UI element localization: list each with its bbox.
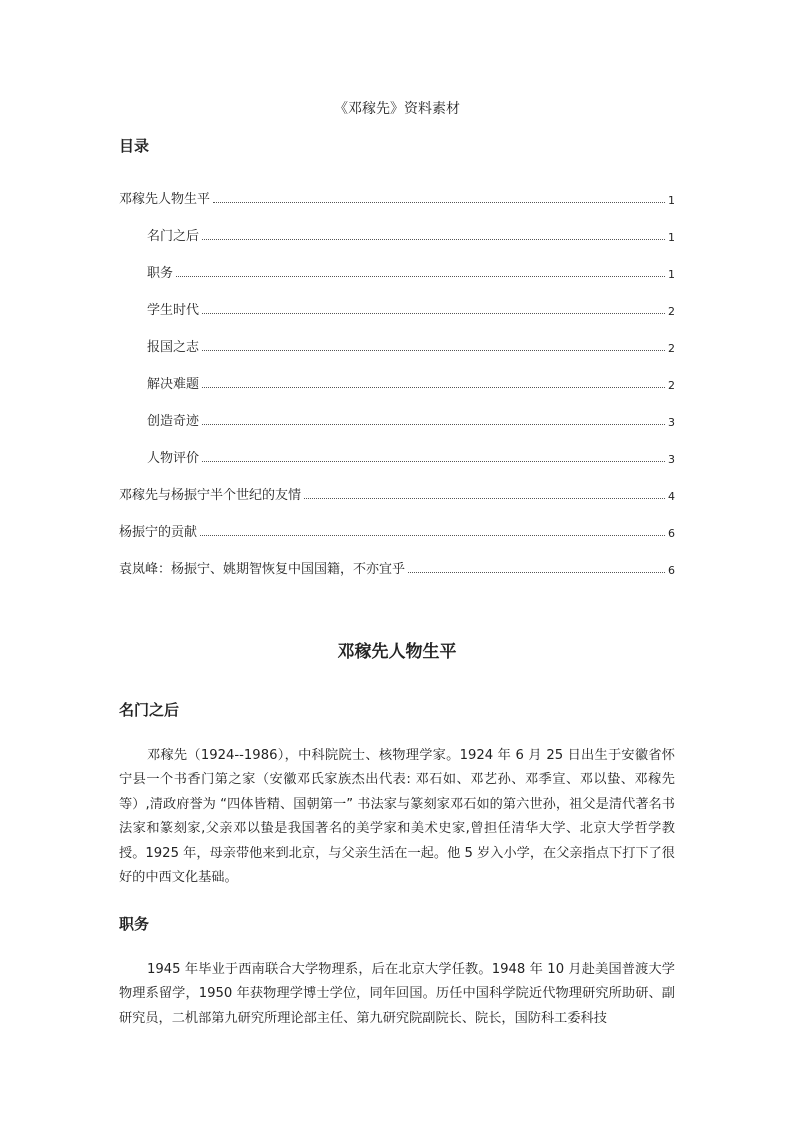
toc-leader-dots xyxy=(408,571,665,573)
toc-entry-text: 杨振宁的贡献 xyxy=(119,525,198,540)
toc-leader-dots xyxy=(202,312,665,314)
toc-entry[interactable] xyxy=(119,318,675,355)
toc-entry-page: 2 xyxy=(668,305,675,318)
toc-entry[interactable] xyxy=(119,466,675,503)
toc-heading: 目录 xyxy=(119,137,150,155)
toc-entry-page: 2 xyxy=(668,379,675,392)
toc-entry-text: 报国之志 xyxy=(147,340,200,355)
toc-entry[interactable] xyxy=(119,540,675,577)
toc-leader-dots xyxy=(176,275,665,277)
toc-leader-dots xyxy=(202,386,665,388)
toc-entry-page: 1 xyxy=(668,231,675,244)
document-title: 《邓稼先》资料素材 xyxy=(334,101,460,117)
toc-entry-text: 人物评价 xyxy=(147,451,200,466)
toc-entry[interactable] xyxy=(119,503,675,540)
toc-entry-page: 6 xyxy=(668,564,675,577)
toc-entry-text: 创造奇迹 xyxy=(147,414,200,429)
toc-leader-dots xyxy=(202,460,665,462)
subsection-heading: 职务 xyxy=(119,915,150,933)
toc-entry-page: 4 xyxy=(668,490,675,503)
toc-leader-dots xyxy=(304,497,665,499)
toc-entry[interactable] xyxy=(119,244,675,281)
paragraph: 1945 年毕业于西南联合大学物理系，后在北京大学任教。1948 年 10 月赴美国普渡大学物理系留学，1950 年获物理学博士学位，同年回国。历任中国科学院近代物理研究所助研、副研究员，二机部第九研究所理论部主任、第九研究院副院长、院长，国防科工委科技 xyxy=(119,962,675,1026)
toc-entry-text: 邓稼先人物生平 xyxy=(119,192,211,207)
toc-leader-dots xyxy=(213,201,665,203)
toc-entry-text: 解决难题 xyxy=(147,377,200,392)
toc-leader-dots xyxy=(202,238,665,240)
toc-entry-text: 名门之后 xyxy=(147,229,200,244)
toc-leader-dots xyxy=(202,423,665,425)
toc-entry-text: 袁岚峰：杨振宁、姚期智恢复中国国籍，不亦宜乎 xyxy=(119,562,406,577)
toc-entry-text: 邓稼先与杨振宁半个世纪的友情 xyxy=(119,488,302,503)
toc-leader-dots xyxy=(200,534,665,536)
toc-entry[interactable] xyxy=(119,392,675,429)
toc-entry-page: 3 xyxy=(668,416,675,429)
toc-entry[interactable] xyxy=(119,207,675,244)
toc-entry[interactable] xyxy=(119,355,675,392)
toc-entry-text: 学生时代 xyxy=(147,303,200,318)
toc-entry[interactable] xyxy=(119,281,675,318)
toc-entry-text: 职务 xyxy=(147,266,174,281)
toc-leader-dots xyxy=(202,349,665,351)
toc-entry-page: 6 xyxy=(668,527,675,540)
toc-entry[interactable] xyxy=(119,429,675,466)
table-of-contents xyxy=(119,170,675,577)
toc-entry-page: 3 xyxy=(668,453,675,466)
toc-entry-page: 1 xyxy=(668,194,675,207)
toc-entry[interactable] xyxy=(119,170,675,207)
toc-entry-page: 2 xyxy=(668,342,675,355)
toc-entry-page: 1 xyxy=(668,268,675,281)
subsection-heading: 名门之后 xyxy=(119,701,180,719)
paragraph: 邓稼先（1924--1986），中科院院士、核物理学家。1924 年 6 月 25 日出生于安徽省怀宁县一个书香门第之家（安徽邓氏家族杰出代表: 邓石如、邓艺孙、邓季宣、邓以蛰、邓稼先等）,清政府誉为 “四体皆精、国朝第一” 书法家与篆刻家邓石如的第六世孙，祖父是清代著名书法家和篆刻家,父亲邓以蛰是我国著名的美学家和美术史家,曾担任清华大学、北京大学哲学教授。1925 年，母亲带他来到北京，与父亲生活在一起。他 5 岁入小学，在父亲指点下打下了很好的中西文化基础。 xyxy=(119,748,675,886)
section-title: 邓稼先人物生平 xyxy=(337,642,457,662)
